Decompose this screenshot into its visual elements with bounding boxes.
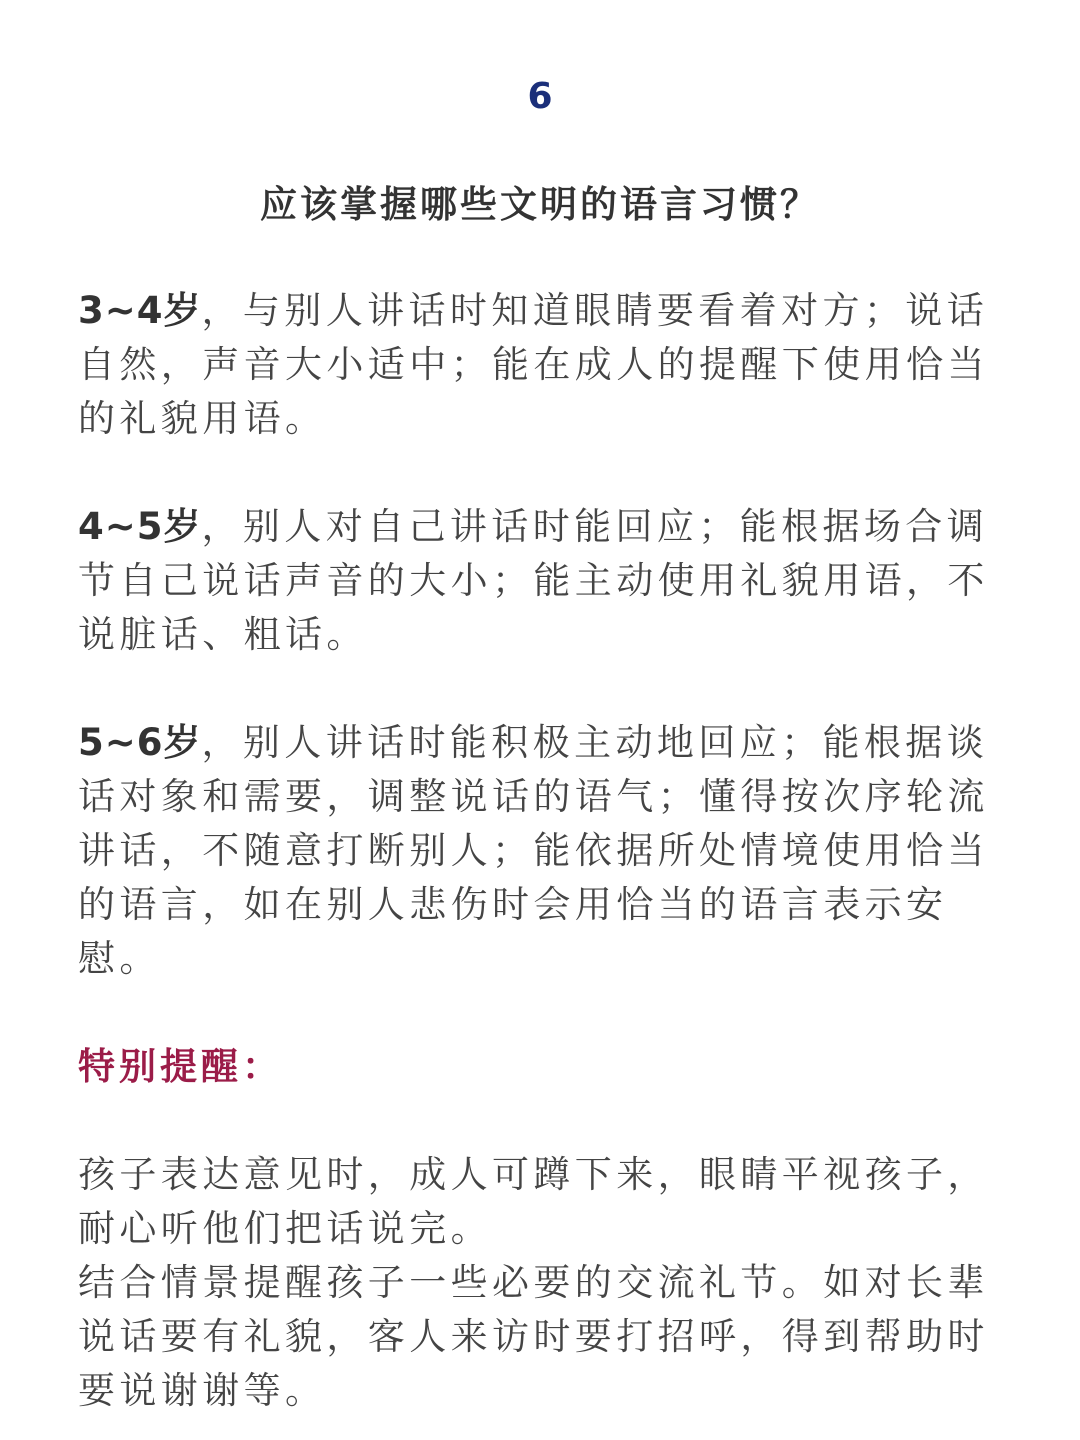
reminder-heading: 特别提醒： <box>78 1045 283 1088</box>
age-label: 5~6岁 <box>78 721 202 764</box>
age-label: 3~4岁 <box>78 289 202 332</box>
age-label: 4~5岁 <box>78 505 202 548</box>
age-section-3-4 <box>78 284 1004 446</box>
page-title: 应该掌握哪些文明的语言习惯？ <box>260 183 820 226</box>
reminder-paragraph: 结合情景提醒孩子一些必要的交流礼节。如对长辈说话要有礼貌，客人来访时要打招呼，得到帮助时要说谢谢等。 <box>78 1261 989 1412</box>
reminder-paragraph: 孩子表达意见时，成人可蹲下来，眼睛平视孩子，耐心听他们把话说完。 <box>78 1153 989 1250</box>
age-section-text: ，别人对自己讲话时能回应；能根据场合调节自己说话声音的大小；能主动使用礼貌用语，不说脏话、粗话。 <box>78 505 989 656</box>
age-section-text: ，与别人讲话时知道眼睛要看着对方；说话自然，声音大小适中；能在成人的提醒下使用恰当的礼貌用语。 <box>78 289 989 440</box>
age-section-5-6 <box>78 716 1004 986</box>
age-section-text: ，别人讲话时能积极主动地回应；能根据谈话对象和需要，调整说话的语气；懂得按次序轮流讲话，不随意打断别人；能依据所处情境使用恰当的语言，如在别人悲伤时会用恰当的语言表示安慰。 <box>78 721 989 980</box>
section-number: 6 <box>527 76 553 117</box>
age-section-4-5 <box>78 500 1004 662</box>
